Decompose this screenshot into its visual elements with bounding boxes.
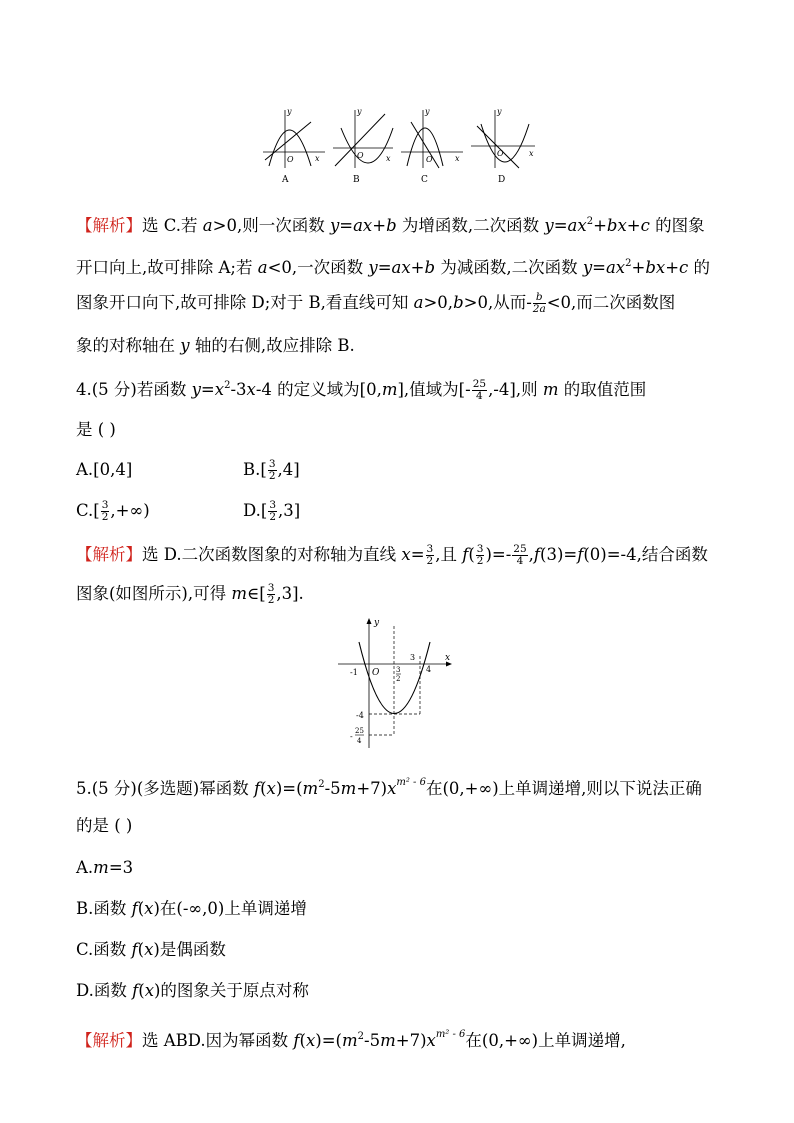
math: y=x — [191, 380, 225, 399]
text: ( — [468, 545, 475, 564]
denominator: 4 — [516, 555, 524, 567]
var: f — [131, 940, 138, 959]
text: 选 C.若 — [142, 216, 203, 235]
exponent: 2 — [357, 1031, 365, 1042]
denominator: 2 — [269, 511, 277, 523]
q4-fig-y-label: y — [374, 618, 380, 628]
text: A. — [76, 858, 94, 877]
var: m — [380, 1031, 396, 1050]
var: m — [231, 584, 248, 603]
graph-c-y-label: y — [425, 107, 430, 116]
numerator: 3 — [268, 458, 276, 470]
var: b — [453, 293, 464, 312]
text: 的是 ( ) — [76, 816, 133, 835]
fraction-b-over-2a — [533, 292, 546, 315]
exponent: 2 — [224, 380, 231, 391]
var: f — [462, 545, 469, 564]
graph-a-y-label: y — [287, 107, 292, 116]
text: = — [410, 545, 425, 564]
var: a — [202, 216, 213, 235]
q4-stem-line-2 — [76, 418, 116, 442]
q4-fig-tick-254-den: 4 — [357, 737, 362, 745]
text: )的图象关于原点对称 — [154, 981, 309, 1000]
graph-a-origin: O — [287, 155, 294, 164]
fraction-3-2 — [101, 500, 110, 523]
text: 的取值范围 — [558, 380, 647, 399]
text: 在(0,+∞)上单调递增,则以下说法正确 — [425, 779, 702, 798]
graph-c-caption: C — [421, 175, 428, 185]
text: (0)=-4,结合函数 — [583, 545, 708, 564]
text: 是 ( ) — [76, 420, 116, 439]
graph-c — [401, 107, 463, 185]
numerator: 3 — [101, 499, 109, 511]
var: m — [542, 380, 559, 399]
text: ∈[ — [247, 584, 266, 603]
numerator: 3 — [269, 499, 277, 511]
var: f — [131, 899, 138, 918]
text: ( — [299, 1031, 306, 1050]
q4-fig-tick-32-den: 2 — [396, 675, 401, 683]
q3-analysis-line-3 — [76, 291, 675, 315]
graph-c-origin: O — [426, 155, 433, 164]
q3-analysis-line-1 — [76, 210, 705, 238]
denominator: 4 — [476, 390, 483, 402]
q4-option-b[interactable] — [243, 458, 300, 482]
exponent: 2 — [586, 216, 594, 227]
var: x — [246, 380, 256, 399]
q4-fig-tick-3: 3 — [410, 653, 416, 662]
graph-d — [471, 107, 535, 185]
text: -4 的定义域为[0, — [255, 380, 382, 399]
text: +7) — [356, 779, 388, 798]
q5-stem-line-2 — [76, 814, 132, 838]
text: ( — [137, 899, 145, 918]
var: f — [253, 779, 261, 798]
text: C.函数 — [76, 940, 132, 959]
numerator: 3 — [476, 543, 484, 555]
graph-b — [333, 107, 393, 185]
numerator: b — [535, 291, 543, 303]
exponent: 2 — [318, 779, 325, 790]
q4-fig-tick-254-prefix: - — [350, 732, 353, 741]
text: <0,一次函数 — [267, 258, 369, 277]
denominator: 2 — [268, 470, 276, 482]
graph-a — [263, 107, 325, 185]
text: 轴的右侧,故应排除 B. — [189, 336, 355, 355]
text: )是偶函数 — [153, 940, 226, 959]
q4-option-d[interactable] — [243, 499, 300, 523]
graph-b-x-label: x — [386, 154, 391, 163]
text: ],值域为[- — [397, 380, 471, 399]
math: +bx+c — [593, 216, 650, 235]
exponent: 2 — [625, 258, 632, 269]
var: x — [144, 940, 154, 959]
q5-option-b[interactable] — [76, 897, 307, 921]
q4-fig-tick-32-num: 3 — [396, 666, 401, 674]
fraction-3-2 — [267, 583, 276, 606]
text: ( — [137, 940, 145, 959]
text: 4.(5 分)若函数 — [76, 380, 192, 399]
exponent: m² - 6 — [396, 777, 426, 788]
var: m — [381, 380, 398, 399]
fraction-3-2 — [268, 459, 277, 482]
q5-option-d[interactable] — [76, 979, 309, 1003]
var: x — [387, 779, 397, 798]
text: ( — [138, 981, 145, 1000]
denominator: 2 — [267, 594, 275, 606]
denominator: 2 — [426, 555, 434, 567]
q4-fig-x-label: x — [445, 653, 451, 663]
math: y=ax+b — [368, 258, 436, 277]
text: , — [528, 545, 534, 564]
text: D.[ — [243, 501, 268, 520]
q5-option-a[interactable] — [76, 856, 133, 880]
figure-q4-parabola — [330, 614, 460, 754]
graph-a-x-label: x — [315, 154, 320, 163]
text: 5.(5 分)(多选题)幂函数 — [76, 779, 254, 798]
text: 图象开口向下,故可排除 D;对于 B,看直线可知 — [76, 293, 414, 312]
q4-analysis-line-1 — [76, 543, 708, 567]
var: a — [257, 258, 268, 277]
var: x — [426, 1031, 436, 1050]
text: -5 — [364, 1031, 381, 1050]
fraction-25-4 — [512, 544, 527, 567]
q4-stem-line-1 — [76, 374, 646, 402]
var: f — [132, 981, 139, 1000]
text: ,3] — [278, 501, 301, 520]
text: 的 — [688, 258, 711, 277]
q4-fig-tick-4: 4 — [426, 665, 432, 674]
text: +7) — [395, 1031, 427, 1050]
analysis-tag: 【解析】 — [76, 216, 142, 235]
text: -5 — [324, 779, 341, 798]
graph-d-x-label: x — [529, 149, 534, 158]
var: f — [533, 545, 541, 564]
text: -3 — [230, 380, 247, 399]
graph-d-y-label: y — [497, 107, 502, 116]
var: x — [266, 779, 276, 798]
exponent: m² - 6 — [435, 1029, 466, 1040]
graph-d-caption: D — [498, 175, 506, 185]
option-label: A.[0,4] — [76, 460, 133, 479]
text: >0, — [423, 293, 454, 312]
math: y=ax+b — [329, 216, 397, 235]
text: (3)= — [540, 545, 578, 564]
q4-fig-tick-neg4: -4 — [356, 711, 364, 720]
graph-b-origin: O — [357, 151, 364, 160]
q5-stem-line-1 — [76, 771, 702, 801]
q4-fig-tick-254-num: 25 — [355, 727, 364, 735]
var: m — [93, 858, 109, 877]
math: y=ax — [544, 216, 587, 235]
denominator: 2 — [476, 555, 484, 567]
text: <0,而二次函数图 — [546, 293, 676, 312]
numerator: 3 — [267, 582, 275, 594]
fraction-3-2 — [426, 544, 435, 567]
text: ,+∞) — [110, 501, 150, 520]
text: 选 ABD.因为幂函数 — [142, 1031, 294, 1050]
text: ,3]. — [276, 584, 304, 603]
var: f — [577, 545, 584, 564]
var: y — [180, 336, 190, 355]
graph-b-caption: B — [353, 175, 360, 185]
text: B.函数 — [76, 899, 132, 918]
q4-option-c[interactable] — [76, 499, 150, 523]
graph-a-caption: A — [282, 175, 289, 185]
text: 图象(如图所示),可得 — [76, 584, 232, 603]
graph-d-origin: O — [497, 149, 504, 158]
var: x — [144, 899, 154, 918]
denominator: 2a — [532, 303, 546, 315]
text: )=( — [315, 1031, 342, 1050]
text: ,且 — [435, 545, 463, 564]
q4-analysis-line-2 — [76, 582, 304, 606]
q4-option-a[interactable] — [76, 458, 132, 482]
numerator: 25 — [513, 543, 527, 555]
analysis-tag: 【解析】 — [76, 1031, 142, 1050]
fraction-25-4 — [472, 379, 487, 402]
text: B.[ — [243, 460, 267, 479]
text: 选 D.二次函数图象的对称轴为直线 — [142, 545, 402, 564]
text: )在(-∞,0)上单调递增 — [153, 899, 307, 918]
denominator: 2 — [101, 511, 109, 523]
text: ,4] — [277, 460, 300, 479]
var: x — [144, 981, 154, 1000]
var: x — [401, 545, 411, 564]
fraction-3-2 — [268, 500, 277, 523]
numerator: 25 — [472, 378, 487, 390]
text: ,-4],则 — [488, 380, 543, 399]
math: +bx+c — [631, 258, 689, 277]
var: a — [413, 293, 424, 312]
text: C.[ — [76, 501, 100, 520]
math: y=ax — [582, 258, 626, 277]
var: x — [305, 1031, 316, 1050]
q5-analysis-line-1 — [76, 1023, 626, 1053]
text: >0,从而- — [463, 293, 532, 312]
text: ( — [260, 779, 267, 798]
graph-c-x-label: x — [455, 154, 460, 163]
text: 象的对称轴在 — [76, 336, 181, 355]
figure-graphs-abcd — [255, 100, 545, 190]
numerator: 3 — [426, 543, 434, 555]
text: 为减函数,二次函数 — [435, 258, 583, 277]
q3-analysis-line-2 — [76, 252, 710, 280]
var: m — [340, 779, 357, 798]
text: 在(0,+∞)上单调递增, — [465, 1031, 626, 1050]
var: f — [293, 1031, 300, 1050]
text: 开口向上,故可排除 A;若 — [76, 258, 258, 277]
var: m — [302, 779, 319, 798]
text: D.函数 — [76, 981, 133, 1000]
text: )=( — [275, 779, 303, 798]
q5-option-c[interactable] — [76, 938, 226, 962]
text: >0,则一次函数 — [212, 216, 330, 235]
text: 的图象 — [649, 216, 705, 235]
fraction-3-2 — [476, 544, 485, 567]
var: m — [341, 1031, 358, 1050]
q4-fig-tick-neg1: -1 — [350, 668, 358, 677]
text: 为增函数,二次函数 — [396, 216, 545, 235]
analysis-tag: 【解析】 — [76, 545, 142, 564]
q4-fig-origin: O — [372, 668, 380, 678]
graph-b-y-label: y — [357, 107, 362, 116]
text: =3 — [108, 858, 134, 877]
text: )=- — [485, 545, 512, 564]
q3-analysis-line-4 — [76, 334, 355, 358]
